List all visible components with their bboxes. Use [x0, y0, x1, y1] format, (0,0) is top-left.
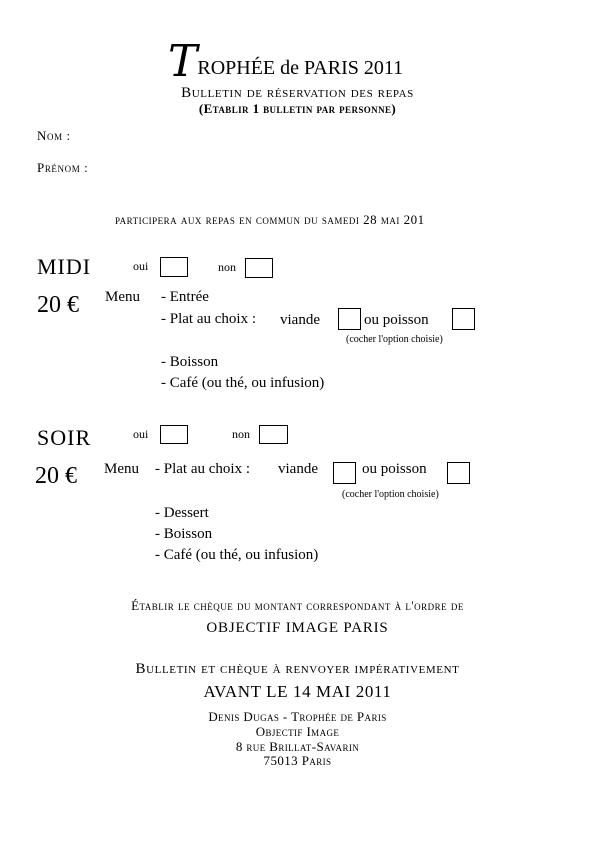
payee-name: OBJECTIF IMAGE PARIS	[206, 620, 389, 636]
midi-poisson-checkbox[interactable]	[452, 308, 475, 330]
soir-cocher-note: (cocher l'option choisie)	[342, 489, 439, 500]
prenom-label: Prénom :	[37, 160, 89, 175]
midi-viande-label: viande	[280, 312, 320, 328]
midi-item-plat: - Plat au choix :	[161, 311, 256, 327]
soir-poisson-checkbox[interactable]	[447, 462, 470, 484]
send-instruction: Bulletin et chèque à renvoyer impérativement	[135, 661, 460, 677]
midi-oui-label: oui	[133, 259, 149, 273]
title-initial: T	[168, 36, 198, 87]
soir-oui-checkbox[interactable]	[160, 425, 188, 444]
soir-item-boisson: - Boisson	[155, 526, 213, 542]
soir-viande-checkbox[interactable]	[333, 462, 356, 484]
midi-heading: MIDI	[37, 254, 92, 279]
soir-poisson-label: ou poisson	[362, 461, 427, 477]
soir-heading: SOIR	[37, 425, 92, 450]
page-subtitle: Bulletin de réservation des repas	[181, 85, 414, 101]
soir-item-dessert: - Dessert	[155, 505, 209, 521]
midi-non-label: non	[218, 260, 236, 274]
intro-text: participera aux repas en commun du samedi 28 mai 201	[115, 212, 425, 227]
address-line-1: Denis Dugas - Trophée de Paris	[208, 709, 387, 724]
soir-item-cafe: - Café (ou thé, ou infusion)	[155, 547, 319, 563]
soir-menu-label: Menu	[104, 461, 139, 477]
nom-label: Nom :	[37, 128, 71, 143]
midi-menu-label: Menu	[105, 289, 140, 305]
title-text: ROPHÉE de PARIS 2011	[197, 57, 404, 79]
address-line-2: Objectif Image	[255, 724, 340, 739]
midi-cocher-note: (cocher l'option choisie)	[346, 334, 443, 345]
midi-item-entree: - Entrée	[161, 289, 209, 305]
midi-poisson-label: ou poisson	[364, 312, 429, 328]
midi-price: 20 €	[37, 292, 79, 318]
page-title	[168, 36, 404, 87]
soir-price: 20 €	[35, 463, 77, 489]
address-line-3: 8 rue Brillat-Savarin	[235, 739, 360, 754]
deadline: AVANT LE 14 MAI 2011	[203, 682, 392, 701]
soir-item-plat: - Plat au choix :	[155, 461, 250, 477]
midi-non-checkbox[interactable]	[245, 258, 273, 278]
soir-oui-label: oui	[133, 427, 149, 441]
midi-item-boisson: - Boisson	[161, 354, 219, 370]
soir-non-label: non	[232, 427, 250, 441]
address-line-4: 75013 Paris	[263, 753, 332, 768]
soir-viande-label: viande	[278, 461, 318, 477]
midi-viande-checkbox[interactable]	[338, 308, 361, 330]
cheque-instruction: Établir le chèque du montant correspondant à l'ordre de	[131, 598, 464, 613]
page-note: (Etablir 1 bulletin par personne)	[198, 101, 397, 116]
midi-item-cafe: - Café (ou thé, ou infusion)	[161, 375, 325, 391]
midi-oui-checkbox[interactable]	[160, 257, 188, 277]
soir-non-checkbox[interactable]	[259, 425, 288, 444]
